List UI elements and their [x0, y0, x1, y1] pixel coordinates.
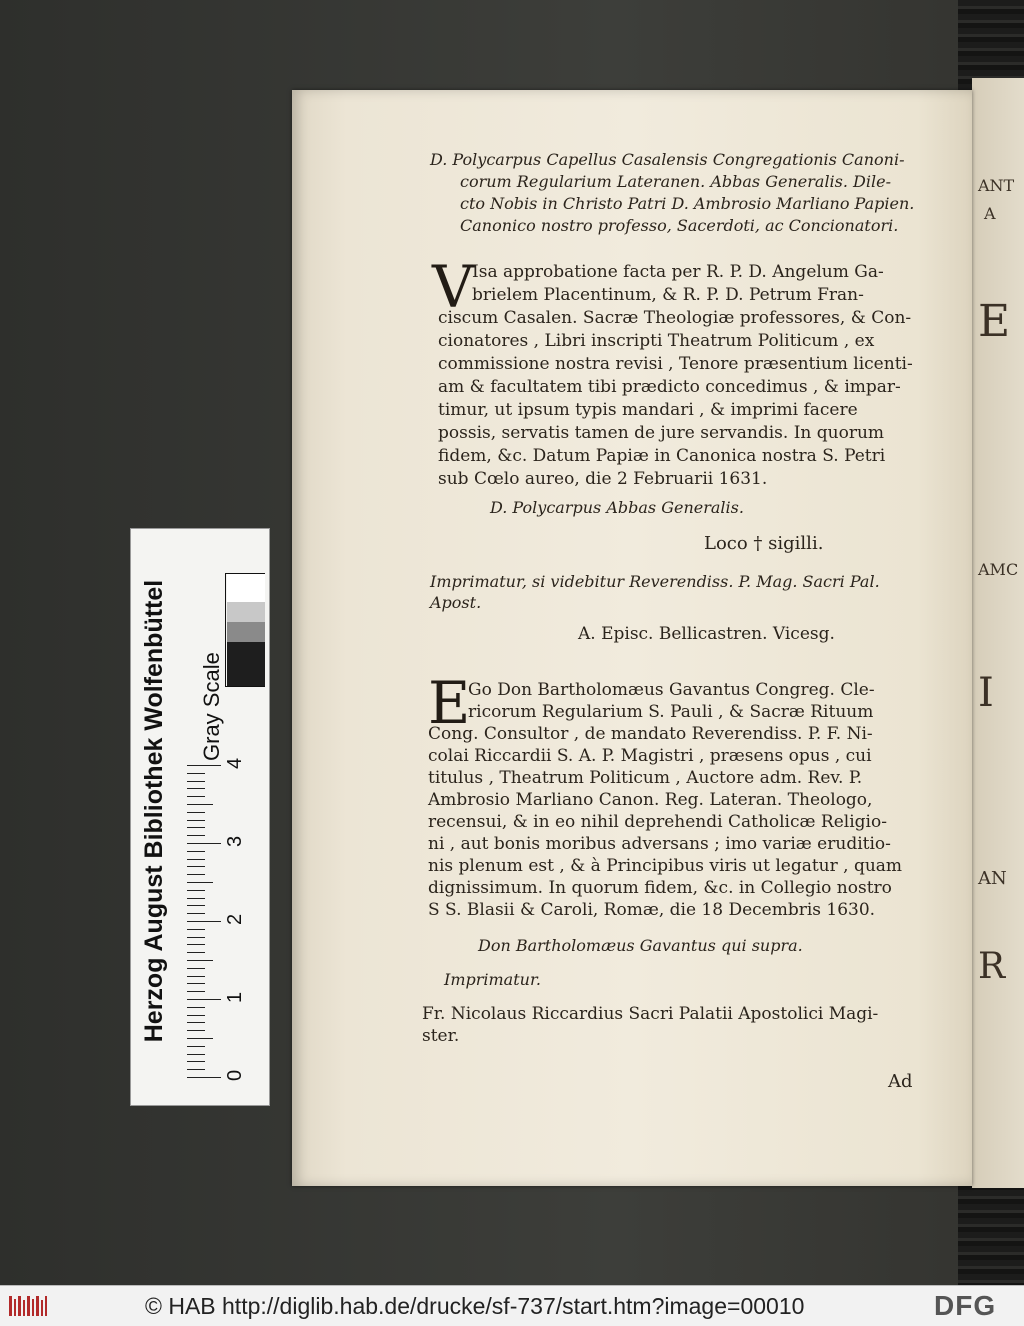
paragraph-line: cionatores , Libri inscripti Theatrum Politicum , ex: [438, 331, 875, 351]
paragraph-line: titulus , Theatrum Politicum , Auctore adm. Rev. P.: [428, 768, 863, 788]
ruler-tick: [187, 1077, 221, 1078]
ruler-tick: [187, 960, 213, 961]
ruler-tick: [187, 929, 205, 930]
ruler-tick: [187, 796, 205, 797]
paragraph-line: commissione nostra revisi , Tenore præsentium licenti-: [438, 354, 913, 374]
paragraph-line: brielem Placentinum, & R. P. D. Petrum Fran-: [472, 285, 864, 305]
institution-label: Herzog August Bibliothek Wolfenbüttel: [140, 579, 168, 1043]
paragraph-line: Go Don Bartholomæus Gavantus Congreg. Cle-: [468, 680, 875, 700]
ruler-tick: [187, 804, 213, 805]
gray-scale-label: Gray Scale: [199, 652, 224, 761]
ruler-tick: [187, 913, 205, 914]
ruler-number: 0: [224, 1069, 246, 1081]
paragraph-line: ciscum Casalen. Sacræ Theologiæ professores, & Con-: [438, 308, 912, 328]
ruler-tick: [187, 937, 205, 938]
ruler-tick: [187, 859, 205, 860]
gray-patch-white: [227, 574, 265, 602]
ruler-tick: [187, 1038, 213, 1039]
ruler-number: 3: [224, 835, 246, 847]
imprimatur-line: Apost.: [430, 593, 482, 612]
ruler-tick: [187, 944, 205, 945]
dfg-logo: DFG: [934, 1290, 997, 1321]
next-page-fragment: A: [984, 204, 996, 223]
ruler-tick: [187, 882, 213, 883]
ruler-tick: [187, 1046, 205, 1047]
header-line: D. Polycarpus Capellus Casalensis Congregationis Canoni-: [430, 150, 905, 169]
next-page-fragment: ANT: [978, 176, 1015, 195]
ruler-tick: [187, 812, 205, 813]
ruler-number: 2: [224, 913, 246, 925]
ruler-tick: [187, 843, 221, 844]
paragraph-line: ster.: [422, 1026, 460, 1046]
ruler-tick: [187, 835, 205, 836]
ruler-tick: [187, 866, 205, 867]
header-line: cto Nobis in Christo Patri D. Ambrosio Marliano Papien.: [460, 194, 915, 213]
header-line: Canonico nostro professo, Sacerdoti, ac Concionatori.: [460, 216, 899, 235]
next-page-fragment: R: [978, 946, 1006, 987]
scale-reference-card: [130, 528, 270, 1106]
ruler-tick: [187, 1054, 205, 1055]
paragraph-line: possis, servatis tamen de jure servandis. In quorum: [438, 423, 885, 443]
ruler-tick: [187, 827, 205, 828]
ruler-tick: [187, 851, 205, 852]
paragraph-line: Fr. Nicolaus Riccardius Sacri Palatii Apostolici Magi-: [422, 1004, 879, 1024]
next-page-fragment: E: [978, 296, 1011, 347]
ruler-tick: [187, 999, 221, 1000]
ruler-tick: [187, 952, 205, 953]
ruler-tick: [187, 1069, 205, 1070]
paragraph-line: timur, ut ipsum typis mandari , & imprimi facere: [438, 400, 858, 420]
ruler-number: 1: [224, 991, 246, 1003]
ruler-tick: [187, 1030, 205, 1031]
ruler-tick: [187, 1015, 205, 1016]
ruler-tick: [187, 991, 205, 992]
footer-bar: [0, 1285, 1024, 1326]
ruler-tick: [187, 874, 205, 875]
paragraph-line: nis plenum est , & à Principibus viris ut legatur , quam: [428, 856, 903, 876]
paragraph-line: Ambrosio Marliano Canon. Reg. Lateran. Theologo,: [428, 790, 873, 810]
imprimatur-line: Imprimatur.: [444, 970, 541, 989]
seal-placeholder: Loco † sigilli.: [704, 533, 824, 554]
ruler-tick: [187, 976, 205, 977]
next-page-fragment: AN: [978, 868, 1007, 889]
signature: Don Bartholomæus Gavantus qui supra.: [478, 936, 803, 955]
next-page-fragment: AMC: [978, 560, 1019, 579]
imprimatur-line: Imprimatur, si videbitur Reverendiss. P. Mag. Sacri Pal.: [430, 572, 880, 591]
paragraph-line: am & facultatem tibi prædicto concedimus , & impar-: [438, 377, 901, 397]
ruler-tick: [187, 890, 205, 891]
hab-logo-icon: [8, 1294, 48, 1318]
ruler-tick: [187, 781, 205, 782]
paragraph-line: sub Cœlo aureo, die 2 Februarii 1631.: [438, 469, 768, 489]
next-page-edge: [972, 78, 1024, 1188]
ruler-tick: [187, 788, 205, 789]
source-link[interactable]: © HAB http://diglib.hab.de/drucke/sf-737/start.htm?image=00010: [145, 1293, 805, 1319]
ruler-tick: [187, 765, 221, 766]
paragraph-line: colai Riccardii S. A. P. Magistri , præsens opus , cui: [428, 746, 872, 766]
header-line: corum Regularium Lateranen. Abbas Generalis. Dile-: [460, 172, 891, 191]
book-page: [292, 90, 972, 1186]
paragraph-line: Isa approbatione facta per R. P. D. Angelum Ga-: [472, 262, 884, 282]
paragraph-line: dignissimum. In quorum fidem, &c. in Collegio nostro: [428, 878, 892, 898]
drop-cap: V: [432, 253, 474, 321]
gray-patch-mid: [227, 622, 265, 642]
drop-cap: E: [428, 669, 471, 737]
ruler-tick: [187, 1061, 205, 1062]
paragraph-line: ni , aut bonis moribus adversans ; imo variæ eruditio-: [428, 834, 891, 854]
ruler-tick: [187, 921, 221, 922]
ruler-tick: [187, 983, 205, 984]
ruler-tick: [187, 1022, 205, 1023]
ruler-tick: [187, 968, 205, 969]
ruler-tick: [187, 905, 205, 906]
paragraph-line: recensui, & in eo nihil deprehendi Catholicæ Religio-: [428, 812, 887, 832]
paragraph-line: S S. Blasii & Caroli, Romæ, die 18 Decembris 1630.: [428, 900, 876, 920]
catchword: Ad: [888, 1071, 913, 1092]
ruler-tick: [187, 820, 205, 821]
paragraph-line: Cong. Consultor , de mandato Reverendiss. P. F. Ni-: [428, 724, 873, 744]
paragraph-line: ricorum Regularium S. Pauli , & Sacræ Rituum: [468, 702, 874, 722]
paragraph-line: fidem, &c. Datum Papiæ in Canonica nostra S. Petri: [438, 446, 886, 466]
ruler-tick: [187, 898, 205, 899]
bishop-signature: A. Episc. Bellicastren. Vicesg.: [578, 624, 835, 644]
ruler-tick: [187, 1007, 205, 1008]
ruler-number: 4: [224, 757, 246, 769]
ruler-tick: [187, 773, 205, 774]
next-page-fragment: I: [978, 670, 994, 716]
signature: D. Polycarpus Abbas Generalis.: [490, 498, 744, 517]
gray-patch-black: [227, 642, 265, 686]
